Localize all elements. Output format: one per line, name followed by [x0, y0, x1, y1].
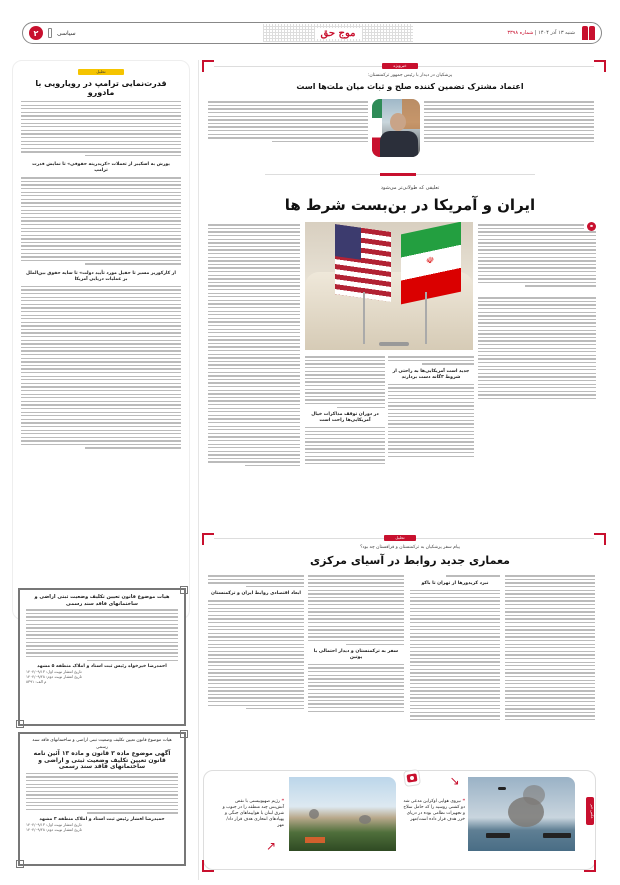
analysis-column [12, 60, 190, 620]
helicopter [498, 787, 506, 790]
top-story-body-right [424, 99, 594, 144]
smoke [359, 815, 371, 824]
photo-subject-head [390, 113, 406, 131]
central-asia-column-4 [208, 573, 304, 712]
masthead-logo: موج حق [315, 28, 362, 39]
section-emblem-icon [48, 28, 52, 38]
arrow-icon: ↗ [266, 839, 277, 853]
frame-corner-top-left [202, 533, 214, 545]
frame-corner-top-right [594, 60, 606, 72]
caption-text: نیروی هوایی اوکراین مدعی شد دو کشتی روسیه را که حامل سلاح و تجهیزات نظامی بوده در دریای خزر هدف قرار داده است/مهر [403, 799, 465, 822]
quote-icon: ❝ [279, 799, 284, 804]
us-flag [335, 224, 391, 302]
building-roof [305, 837, 325, 843]
subhead-economic: ابعاد اقتصادی روابط ایران و ترکمنستان [211, 591, 301, 597]
portrait-photo [372, 99, 420, 157]
notice-2-date-first: تاریخ انتشار نوبت اول: ۱۴۰۴/۰۹/۱۳ [26, 821, 82, 827]
analysis-subhead-1: یورش به اسکیبر از تعملات «کریدرینه حقوقی» تا نمایش قدرت ترامپ [32, 162, 170, 174]
frame-corner-top-left [202, 60, 214, 72]
arrow-icon: ↗ [448, 775, 463, 787]
notice-2-date-second: تاریخ انتشار نوبت دوم: ۱۴۰۴/۰۹/۲۸ [26, 826, 82, 832]
main-story-column-2 [388, 354, 474, 459]
flag-pole [363, 292, 365, 344]
newspaper-logo-icon [581, 26, 595, 40]
main-story-column-3 [305, 354, 385, 466]
notice-2-header: هیات موضوع قانون تعیین تکلیف وضعیت ثبتی اراضی و ساختمانهای فاقد سند رسمی [32, 738, 172, 750]
masthead [22, 22, 602, 44]
masthead-right [507, 26, 595, 40]
masthead-logo-area [263, 24, 413, 42]
flags-photo [305, 222, 473, 350]
main-story-column-4 [208, 222, 300, 469]
date-text: شنبه ۱۳ آذر ۱۴۰۴ [538, 30, 575, 36]
flag-stand [379, 342, 409, 346]
main-story-kicker: تعلیقی که طولانی‌تر می‌شود [380, 185, 440, 191]
page-number-badge: ۲ [29, 26, 43, 40]
caption-text: رژیم صهیونیستی با نقض آتش‌بس چند منطقه را در جنوب و شرق لبنان با هواپیماهای جنگی و پهپادهای انتحاری هدف قرار داد/مهر [222, 799, 284, 828]
smoke [309, 809, 319, 819]
quote-icon: ❝ [460, 799, 465, 804]
subhead-corridors: نبرد کریدورها از تهران تا باکو [421, 580, 489, 586]
issue-number: شماره ۳۳۹۸ [507, 30, 534, 36]
central-asia-column-2 [410, 573, 500, 723]
top-story-kicker: پزشکیان در دیدار با رئیس جمهور ترکمنستان: [367, 73, 453, 78]
notice-1-date-first: تاریخ انتشار نوبت اول: ۱۴۰۴/۰۹/۱۳ [26, 668, 82, 674]
column-divider [198, 60, 199, 880]
caption-ukraine [403, 799, 465, 823]
ship [543, 833, 571, 838]
frame-corner-bottom-left [202, 860, 214, 872]
notice-2-title: آگهی موضوع ماده ۳ قانون و ماده ۱۳ آئین نامه قانون تعیین تکلیف وضعیت ثبتی و اراضی و ساختمانهای فاقد سند رسمی [33, 750, 171, 770]
photo-subject-body [380, 131, 418, 157]
flag-pole [425, 292, 427, 344]
main-story-title: ایران و آمریکا در بن‌بست شرط ها [284, 196, 536, 214]
top-story-body-left [208, 99, 368, 144]
caption-lebanon [222, 799, 284, 829]
analysis-subhead-2: از کارکوزیر مسیر تا حقیل مورد تأیید دولت» تا سایه حقوق بین‌الملل بر عملیات دریایی آمریکا [26, 270, 176, 282]
frame-corner-top-right [594, 533, 606, 545]
notice-1-ref: م الف: ۸۳۹۱ [26, 678, 47, 684]
subhead-turkmenistan-visit: سفر به ترکمنستان و دیدار احتمالی با پوتین [313, 648, 399, 660]
analysis-tag: تحلیل [78, 69, 124, 75]
ships-photo [468, 777, 575, 851]
camera-icon [403, 769, 421, 787]
story-divider-accent [380, 173, 416, 176]
central-asia-column-1 [505, 573, 595, 723]
legal-notice-2 [18, 732, 186, 866]
issue-date: شنبه ۱۳ آذر ۱۴۰۴ | شماره ۳۳۹۸ [507, 30, 575, 36]
central-asia-title: معماری جدید روابط در آسیای مرکزی [310, 554, 510, 567]
subhead-2: در دوران توقف مذاکرات خیال آمریکایی‌ها راحت است [311, 411, 379, 423]
central-asia-column-3 [308, 573, 404, 714]
frame-corner-bottom-right [584, 860, 596, 872]
iran-flag: ☫ [401, 222, 461, 304]
ship [486, 833, 510, 838]
notice-1-title: هیات موضوع قانون تعیین تکلیف وضعیت ثبتی اراضی و ساختمانهای فاقد سند رسمی [34, 594, 170, 607]
photo-news-label: عکس خبر [586, 797, 594, 825]
analysis-title: قدرت‌نمایی ترامپ در رویارویی با مادورو [35, 79, 167, 97]
lebanon-photo [289, 777, 396, 851]
subhead-1: جدید است آمریکایی‌ها به راحتی از شروط ۳گانه دست بردارند [392, 368, 470, 380]
notice-2-signer: حمیدرضا افشار رئیس ثبت اسناد و املاک منطقه ۳ مشهد [39, 816, 165, 822]
top-story-tag: خبرویژه [382, 63, 418, 69]
main-story-lead [478, 222, 596, 402]
top-story-title: اعتماد مشترک تضمین کننده صلح و ثبات میان ملت‌ها است [296, 82, 524, 91]
central-asia-kicker: پیام سفر پزشکیان به ترکمنستان و قزاقستان چه بود؟ [360, 545, 460, 550]
central-asia-tag: تحلیل [384, 535, 416, 541]
masthead-left [29, 26, 76, 40]
legal-notice-1 [18, 588, 186, 726]
notice-1-signer: احمدرضا خیرخواه رئیس ثبت اسناد و املاک منطقه ۵ مشهد [37, 663, 167, 669]
section-name: سیاسی [57, 29, 76, 37]
link-icon: ⚭ [588, 223, 595, 230]
smoke [523, 785, 545, 805]
notice-1-date-second: تاریخ انتشار نوبت دوم: ۱۴۰۴/۰۹/۲۸ [26, 673, 82, 679]
